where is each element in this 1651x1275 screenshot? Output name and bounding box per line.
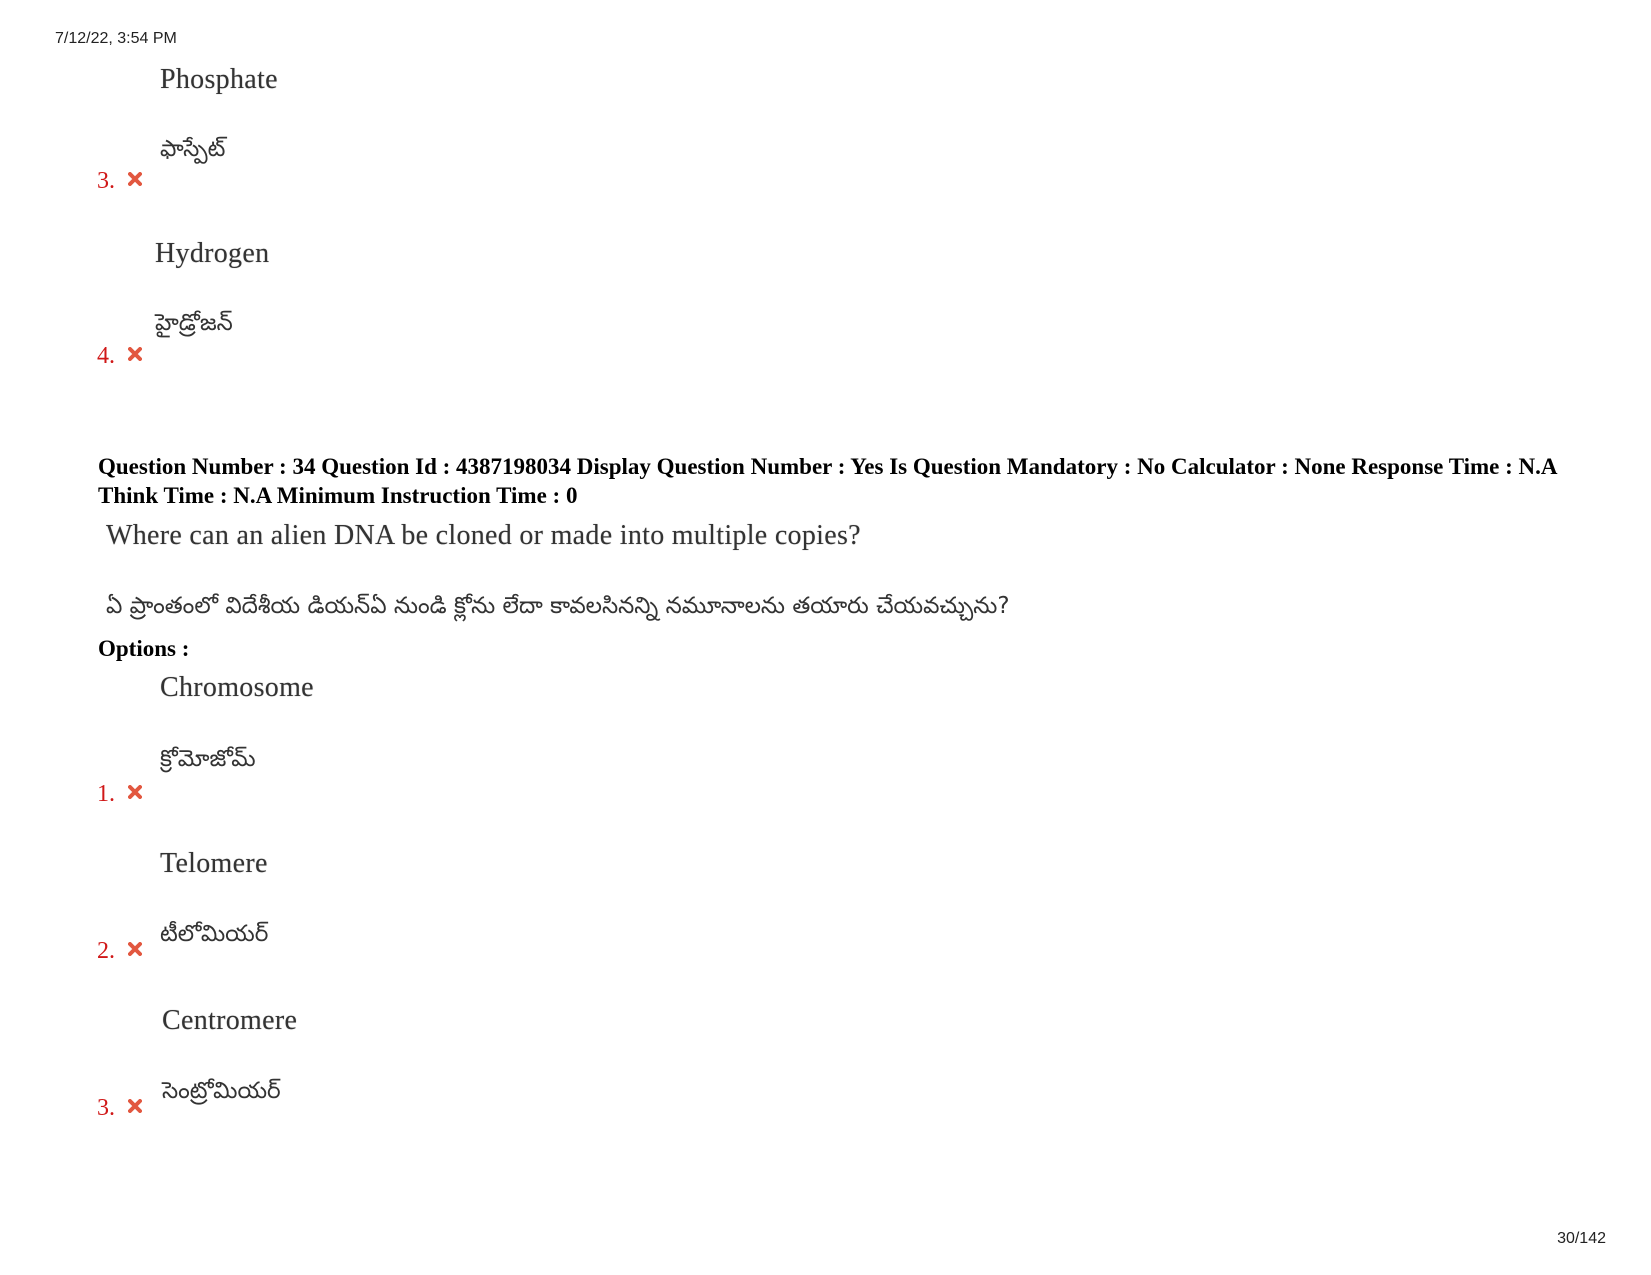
option-text-english: Phosphate [160, 64, 278, 95]
cross-icon [128, 172, 142, 186]
option-text-telugu: సెంట్రోమియర్ [162, 1078, 281, 1104]
option-number: 4. [97, 343, 115, 369]
option-text-english: Telomere [160, 848, 268, 879]
print-timestamp: 7/12/22, 3:54 PM [55, 30, 177, 47]
question-meta: Question Number : 34 Question Id : 4387198034 Display Question Number : Yes Is Question Mandatory : No Calculator : None Response Time : N.A Think Time : N.A Minimum Instruction Time : 0 [98, 454, 1557, 508]
option-number: 1. [97, 781, 115, 807]
question-text-english: Where can an alien DNA be cloned or made into multiple copies? [106, 520, 861, 551]
option-number: 2. [97, 938, 115, 964]
option-text-english: Centromere [162, 1005, 298, 1036]
option-text-telugu: క్రోమోజోమ్ [160, 746, 256, 772]
page-number: 30/142 [1557, 1230, 1606, 1247]
option-text-english: Chromosome [160, 672, 314, 703]
option-text-telugu: ఫాస్పేట్ [160, 136, 226, 162]
question-text-telugu: ఏ ప్రాంతంలో విదేశీయ డియన్ఏ నుండి క్లోను లేదా కావలసినన్ని నమూనాలను తయారు చేయవచ్చును? [106, 593, 1010, 619]
options-label: Options : [98, 636, 190, 661]
option-number: 3. [97, 168, 115, 194]
cross-icon [128, 1099, 142, 1113]
option-number: 3. [97, 1095, 115, 1121]
cross-icon [128, 942, 142, 956]
option-text-telugu: టీలోమియర్ [160, 921, 269, 947]
option-text-english: Hydrogen [155, 238, 270, 269]
option-text-telugu: హైడ్రోజన్ [155, 310, 233, 336]
cross-icon [128, 347, 142, 361]
cross-icon [128, 785, 142, 799]
